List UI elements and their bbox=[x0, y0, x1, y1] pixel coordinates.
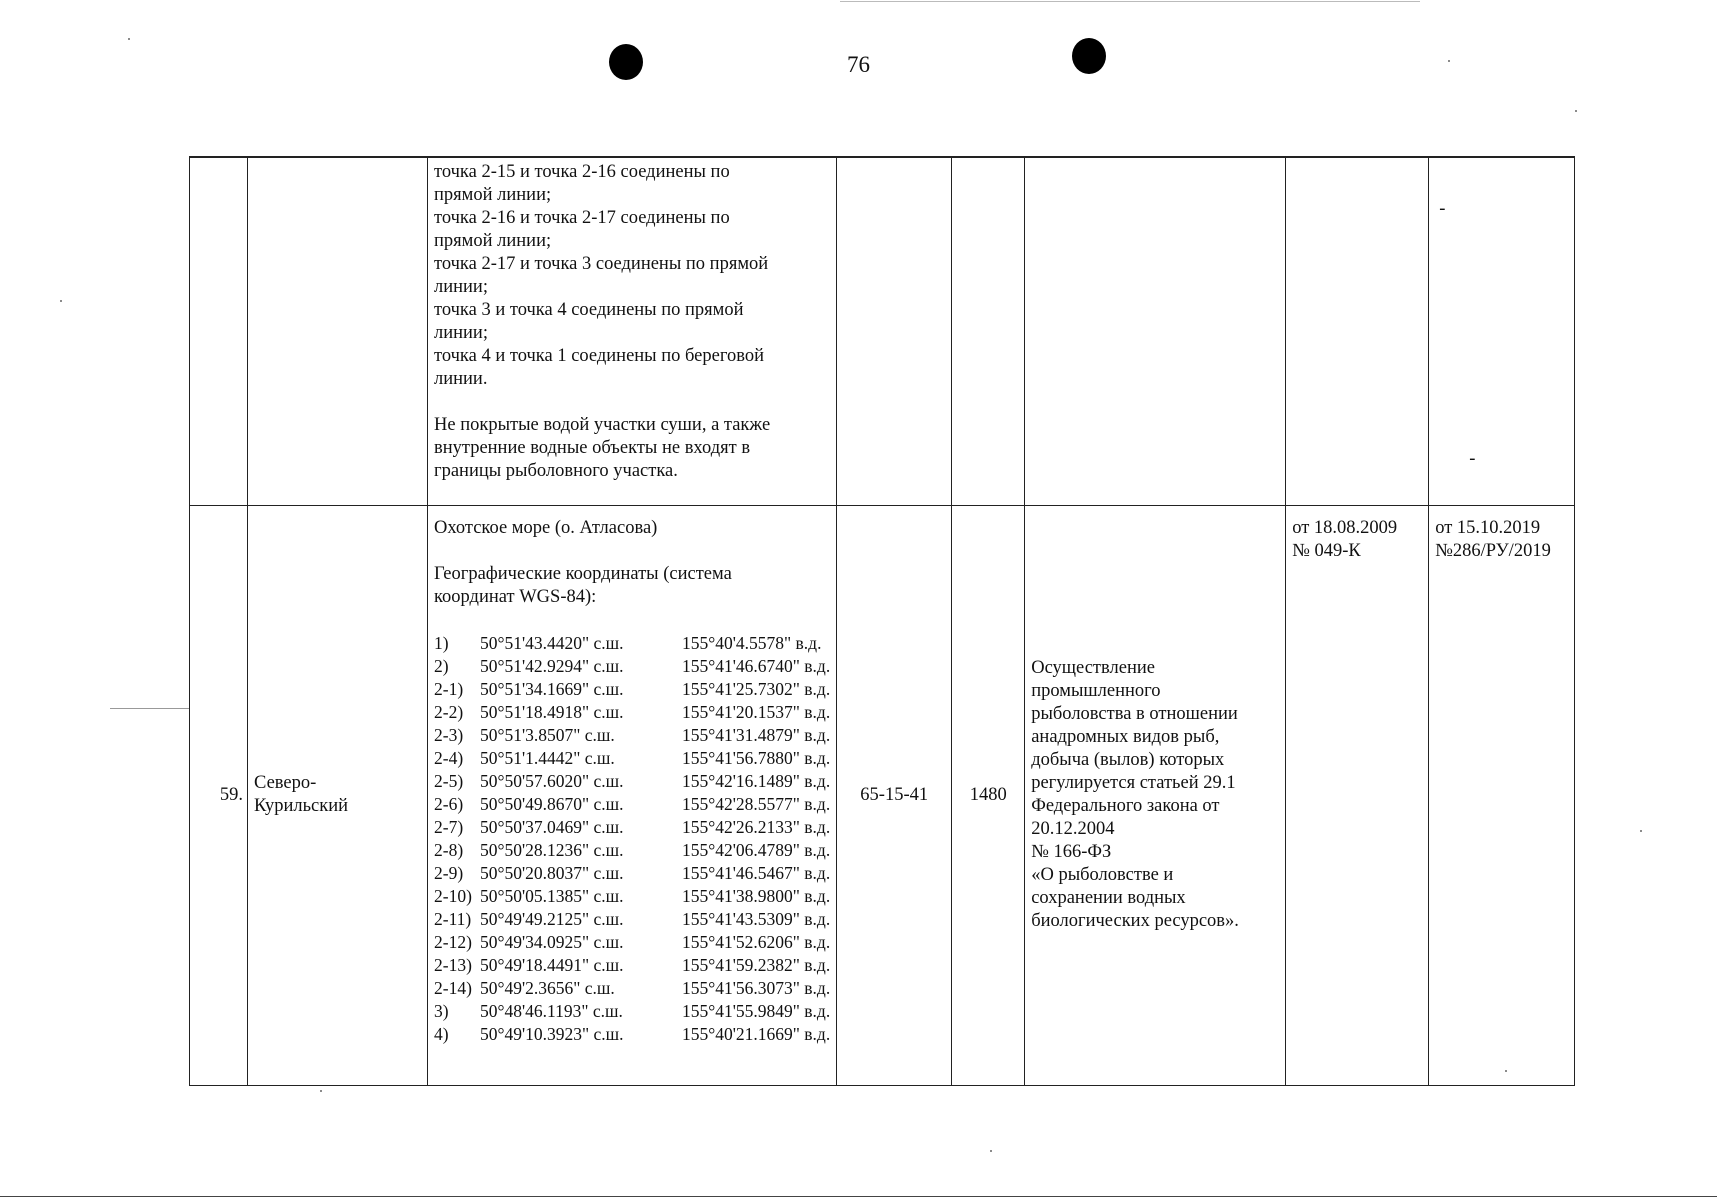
coordinate-longitude: 155°42'06.4789" в.д. bbox=[682, 839, 831, 860]
coordinate-row bbox=[434, 793, 830, 816]
coordinate-latitude: 50°49'18.4491" с.ш. bbox=[480, 954, 624, 975]
coordinate-longitude: 155°41'56.7880" в.д. bbox=[682, 747, 831, 768]
cell-decision bbox=[1286, 505, 1429, 1085]
coordinate-point-label: 2-7) bbox=[434, 816, 464, 837]
scan-speck bbox=[320, 1090, 322, 1092]
purpose-line: биологических ресурсов». bbox=[1031, 911, 1239, 931]
coordinate-longitude: 155°41'43.5309" в.д. bbox=[682, 908, 831, 929]
cell-index-empty bbox=[190, 157, 248, 505]
boundary-line: точка 4 и точка 1 соединены по береговой bbox=[434, 346, 764, 366]
coordinate-latitude: 50°49'34.0925" с.ш. bbox=[480, 931, 624, 952]
cell-order-dashes bbox=[1429, 157, 1575, 505]
coordinate-longitude: 155°42'16.1489" в.д. bbox=[682, 770, 831, 791]
coordinate-longitude: 155°41'20.1537" в.д. bbox=[682, 701, 831, 722]
coordinate-row bbox=[434, 931, 830, 954]
cell-boundary-description bbox=[428, 157, 837, 505]
cell-area-empty bbox=[248, 157, 428, 505]
coordinate-row bbox=[434, 632, 830, 655]
page-number: 76 bbox=[847, 52, 870, 77]
table-row-59 bbox=[190, 505, 1575, 1085]
boundary-line: точка 2-15 и точка 2-16 соединены по bbox=[434, 162, 730, 182]
purpose-line: Осуществление bbox=[1031, 658, 1155, 678]
coordinate-point-label: 1) bbox=[434, 632, 449, 653]
cell-decision-empty bbox=[1286, 157, 1429, 505]
cell-area-size: 1480 bbox=[952, 505, 1025, 1085]
scan-edge-line bbox=[840, 1, 1420, 2]
coordinate-latitude: 50°48'46.1193" с.ш. bbox=[480, 1000, 623, 1021]
cell-area-name bbox=[248, 505, 428, 1085]
purpose-line: регулируется статьей 29.1 bbox=[1031, 773, 1236, 793]
cell-order bbox=[1429, 505, 1575, 1085]
coordinate-point-label: 2-6) bbox=[434, 793, 464, 814]
coordinate-point-label: 2-5) bbox=[434, 770, 464, 791]
coordinate-longitude: 155°41'59.2382" в.д. bbox=[682, 954, 831, 975]
scan-speck bbox=[1575, 110, 1577, 112]
dash-mark: - bbox=[1439, 199, 1446, 219]
coordinate-latitude: 50°50'37.0469" с.ш. bbox=[480, 816, 624, 837]
coordinate-latitude: 50°51'34.1669" с.ш. bbox=[480, 678, 624, 699]
order-line: №286/РУ/2019 bbox=[1435, 540, 1551, 561]
coordinate-point-label: 2-1) bbox=[434, 678, 464, 699]
coordinate-longitude: 155°41'56.3073" в.д. bbox=[682, 977, 831, 998]
fishing-areas-table bbox=[189, 156, 1575, 1086]
coordinate-point-label: 2-14) bbox=[434, 977, 472, 998]
area-name-line: Северо- bbox=[254, 773, 317, 793]
coordinate-point-label: 2-12) bbox=[434, 931, 472, 952]
coordinate-longitude: 155°40'4.5578" в.д. bbox=[682, 632, 822, 653]
scan-speck bbox=[1640, 830, 1642, 832]
cell-area-code: 65-15-41 bbox=[837, 505, 952, 1085]
purpose-line: рыболовства в отношении bbox=[1031, 704, 1238, 724]
coordinate-latitude: 50°51'3.8507" с.ш. bbox=[480, 724, 615, 745]
coordinate-latitude: 50°49'2.3656" с.ш. bbox=[480, 977, 615, 998]
coordinate-row bbox=[434, 655, 830, 678]
table-row-continued bbox=[190, 157, 1575, 505]
area-name-line: Курильский bbox=[254, 796, 349, 816]
coordinate-point-label: 4) bbox=[434, 1023, 449, 1044]
coordinate-row bbox=[434, 839, 830, 862]
coordinate-longitude: 155°41'52.6206" в.д. bbox=[682, 931, 831, 952]
boundary-line: точка 2-17 и точка 3 соединены по прямой bbox=[434, 254, 769, 274]
coordinate-row bbox=[434, 908, 830, 931]
coordinate-longitude: 155°41'46.6740" в.д. bbox=[682, 655, 831, 676]
coordinate-longitude: 155°41'38.9800" в.д. bbox=[682, 885, 831, 906]
coordinate-latitude: 50°51'43.4420" с.ш. bbox=[480, 632, 624, 653]
boundary-line: точка 2-16 и точка 2-17 соединены по bbox=[434, 208, 730, 228]
coordinate-point-label: 2-8) bbox=[434, 839, 464, 860]
coordinate-point-label: 2-11) bbox=[434, 908, 472, 929]
coordinate-point-label: 2-4) bbox=[434, 747, 464, 768]
boundary-line: линии. bbox=[434, 369, 488, 389]
purpose-line: анадромных видов рыб, bbox=[1031, 727, 1220, 747]
scan-speck bbox=[128, 38, 130, 40]
scan-artifact-line bbox=[110, 708, 190, 709]
coordinate-row bbox=[434, 885, 830, 908]
coords-title-line: координат WGS-84): bbox=[434, 586, 597, 607]
coordinate-point-label: 2-10) bbox=[434, 885, 472, 906]
coordinate-row bbox=[434, 701, 830, 724]
coordinate-latitude: 50°50'05.1385" с.ш. bbox=[480, 885, 624, 906]
coordinate-latitude: 50°49'49.2125" с.ш. bbox=[480, 908, 624, 929]
note-line: границы рыболовного участка. bbox=[434, 461, 678, 481]
coordinate-row bbox=[434, 678, 830, 701]
boundary-line: точка 3 и точка 4 соединены по прямой bbox=[434, 300, 744, 320]
coordinate-row bbox=[434, 1023, 830, 1046]
cell-purpose-empty bbox=[1025, 157, 1286, 505]
coordinate-longitude: 155°42'28.5577" в.д. bbox=[682, 793, 831, 814]
purpose-line: сохранении водных bbox=[1031, 888, 1186, 908]
purpose-line: промышленного bbox=[1031, 681, 1161, 701]
water-body-name: Охотское море (о. Атласова) bbox=[434, 517, 658, 538]
coordinate-row bbox=[434, 747, 830, 770]
coordinate-row bbox=[434, 816, 830, 839]
cell-location-coordinates bbox=[428, 505, 837, 1085]
coordinate-longitude: 155°41'31.4879" в.д. bbox=[682, 724, 831, 745]
scan-speck bbox=[60, 300, 62, 302]
coordinate-longitude: 155°40'21.1669" в.д. bbox=[682, 1023, 831, 1044]
coordinate-latitude: 50°50'20.8037" с.ш. bbox=[480, 862, 624, 883]
coordinate-point-label: 2-13) bbox=[434, 954, 472, 975]
coordinate-row bbox=[434, 1000, 830, 1023]
coordinate-point-label: 3) bbox=[434, 1000, 449, 1021]
scan-edge-line bbox=[0, 1196, 1717, 1197]
dash-mark: - bbox=[1469, 449, 1476, 469]
coordinate-row bbox=[434, 724, 830, 747]
coordinate-longitude: 155°41'25.7302" в.д. bbox=[682, 678, 831, 699]
cell-code-empty bbox=[837, 157, 952, 505]
coordinate-longitude: 155°41'55.9849" в.д. bbox=[682, 1000, 831, 1021]
coords-title-line: Географические координаты (система bbox=[434, 563, 732, 584]
coordinate-point-label: 2-9) bbox=[434, 862, 464, 883]
note-line: Не покрытые водой участки суши, а также bbox=[434, 415, 771, 435]
note-line: внутренние водные объекты не входят в bbox=[434, 438, 751, 458]
boundary-line: линии; bbox=[434, 323, 488, 343]
coordinate-row bbox=[434, 770, 830, 793]
coordinate-latitude: 50°51'1.4442" с.ш. bbox=[480, 747, 615, 768]
coordinate-latitude: 50°50'28.1236" с.ш. bbox=[480, 839, 624, 860]
coordinate-point-label: 2-2) bbox=[434, 701, 464, 722]
coordinate-longitude: 155°42'26.2133" в.д. bbox=[682, 816, 831, 837]
coordinate-latitude: 50°51'42.9294" с.ш. bbox=[480, 655, 624, 676]
coordinate-row bbox=[434, 862, 830, 885]
purpose-line: Федерального закона от bbox=[1031, 796, 1220, 816]
decision-line: № 049-К bbox=[1292, 540, 1361, 561]
cell-area-ha-empty bbox=[952, 157, 1025, 505]
boundary-line: линии; bbox=[434, 277, 488, 297]
coordinates-list bbox=[434, 632, 830, 1046]
scan-speck bbox=[1505, 1070, 1507, 1072]
coordinate-row bbox=[434, 954, 830, 977]
boundary-line: прямой линии; bbox=[434, 185, 552, 205]
boundary-line: прямой линии; bbox=[434, 231, 552, 251]
purpose-line: 20.12.2004 bbox=[1031, 819, 1115, 839]
coordinate-row bbox=[434, 977, 830, 1000]
coordinate-latitude: 50°51'18.4918" с.ш. bbox=[480, 701, 624, 722]
coordinate-latitude: 50°50'49.8670" с.ш. bbox=[480, 793, 624, 814]
cell-purpose bbox=[1025, 505, 1286, 1085]
cell-row-index: 59. bbox=[190, 505, 248, 1085]
order-line: от 15.10.2019 bbox=[1435, 517, 1541, 538]
purpose-line: «О рыболовстве и bbox=[1031, 865, 1174, 885]
decision-line: от 18.08.2009 bbox=[1292, 517, 1398, 538]
purpose-line: добыча (вылов) которых bbox=[1031, 750, 1225, 770]
coordinate-point-label: 2-3) bbox=[434, 724, 464, 745]
coordinate-latitude: 50°49'10.3923" с.ш. bbox=[480, 1023, 624, 1044]
scan-speck bbox=[1448, 60, 1450, 62]
coordinate-point-label: 2) bbox=[434, 655, 449, 676]
coordinate-longitude: 155°41'46.5467" в.д. bbox=[682, 862, 831, 883]
scan-speck bbox=[990, 1150, 992, 1152]
coordinate-latitude: 50°50'57.6020" с.ш. bbox=[480, 770, 624, 791]
purpose-line: № 166-ФЗ bbox=[1031, 842, 1112, 862]
